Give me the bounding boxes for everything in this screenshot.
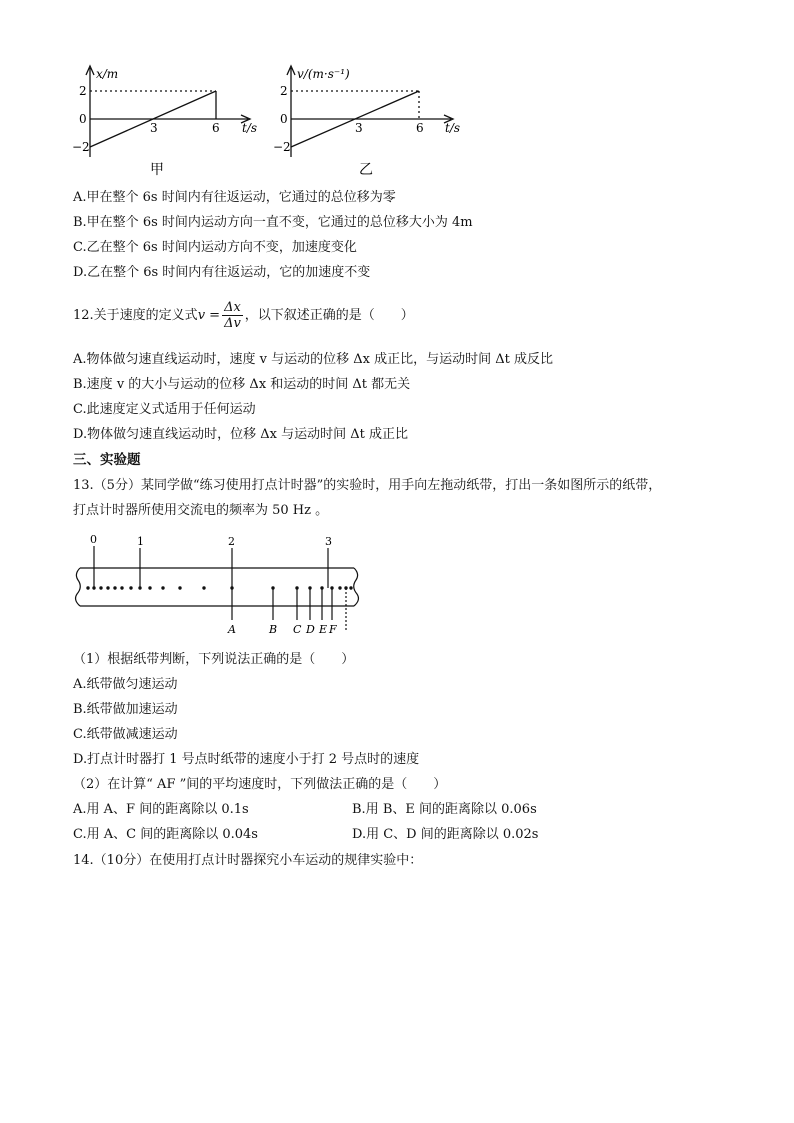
q14-stem: 14.（10分）在使用打点计时器探究小车运动的规律实验中： xyxy=(73,853,423,868)
q13-sub2-option-b: B.用 B、E 间的距离除以 0.06s xyxy=(352,802,537,817)
tape-right-tear xyxy=(354,568,359,606)
q12-frac-num: Δx xyxy=(224,300,241,315)
tape-dot xyxy=(230,586,233,589)
tape-label-1: 1 xyxy=(137,535,144,548)
q12-frac-den: Δv xyxy=(224,316,241,331)
q13-sub1-option-a: A.纸带做匀速运动 xyxy=(73,677,178,692)
tape-dot xyxy=(138,586,141,589)
tape-dot xyxy=(349,586,352,589)
q12-stem-suffix: ，以下叙述正确的是（ ） xyxy=(244,308,414,323)
tape-left-tear xyxy=(76,568,81,606)
q12-formula-lhs: v = xyxy=(197,308,221,323)
tape-dot xyxy=(338,586,341,589)
q12-option-d: D.物体做匀速直线运动时，位移 Δx 与运动时间 Δt 成正比 xyxy=(73,427,408,442)
graph-jia xyxy=(70,62,270,182)
tape-label-0: 0 xyxy=(90,533,97,546)
tape-label-f: F xyxy=(329,623,337,636)
tape-dot xyxy=(113,586,116,589)
graph-caption: 乙 xyxy=(359,162,373,178)
tape-dot xyxy=(92,586,95,589)
x-tick-label: 3 xyxy=(150,121,158,135)
tape-dot xyxy=(178,586,181,589)
y-tick-label: −2 xyxy=(273,140,291,154)
tape-dot xyxy=(344,586,347,589)
tape-dot xyxy=(271,586,274,589)
x-axis-label: t/s xyxy=(242,121,258,135)
q12-option-a: A.物体做匀速直线运动时，速度 v 与运动的位移 Δx 成正比，与运动时间 Δt 成反比 xyxy=(73,352,553,367)
x-tick-label: 6 xyxy=(212,121,220,135)
x-tick-label: 3 xyxy=(355,121,363,135)
tape-dot xyxy=(99,586,102,589)
tape-label-b: B xyxy=(269,623,278,636)
x-axis-label: t/s xyxy=(445,121,461,135)
q13-stem-line2: 打点计时器所使用交流电的频率为 50 Hz 。 xyxy=(73,503,329,518)
tape-dot xyxy=(161,586,164,589)
q13-sub1-stem: （1）根据纸带判断，下列说法正确的是（ ） xyxy=(73,652,355,667)
q13-sub2-option-c: C.用 A、C 间的距离除以 0.04s xyxy=(73,827,258,842)
tape-label-c: C xyxy=(293,623,302,636)
q12-option-b: B.速度 v 的大小与运动的位移 Δx 和运动的时间 Δt 都无关 xyxy=(73,377,411,392)
y-tick-label: 2 xyxy=(280,84,288,98)
tape-dot xyxy=(308,586,311,589)
paper-tape-diagram xyxy=(70,532,370,642)
q13-sub2-stem: （2）在计算“ AF ”间的平均速度时，下列做法正确的是（ ） xyxy=(73,777,447,792)
q12-stem-prefix: 12.关于速度的定义式 xyxy=(73,308,198,323)
tape-label-a: A xyxy=(228,623,236,636)
q12-stem xyxy=(73,298,414,334)
tape-dot xyxy=(330,586,333,589)
q13-sub1-option-c: C.纸带做减速运动 xyxy=(73,727,178,742)
tape-dot xyxy=(120,586,123,589)
q13-sub1-option-d: D.打点计时器打 1 号点时纸带的速度小于打 2 号点时的速度 xyxy=(73,752,420,767)
q13-stem-line1: 13.（5分）某同学做“练习使用打点计时器”的实验时，用手向左拖动纸带，打出一条如图所示的纸带， xyxy=(73,478,662,493)
q13-sub2-option-a: A.用 A、F 间的距离除以 0.1s xyxy=(73,802,249,817)
graph-yi xyxy=(271,62,471,182)
x-tick-label: 6 xyxy=(416,121,424,135)
tape-dot xyxy=(202,586,205,589)
tape-dot xyxy=(148,586,151,589)
tape-label-2: 2 xyxy=(228,535,235,548)
q11-option-b: B.甲在整个 6s 时间内运动方向一直不变，它通过的总位移大小为 4m xyxy=(73,215,473,230)
q13-sub2-option-d: D.用 C、D 间的距离除以 0.02s xyxy=(352,827,539,842)
q11-option-d: D.乙在整个 6s 时间内有往返运动，它的加速度不变 xyxy=(73,265,371,280)
tape-dot xyxy=(86,586,89,589)
q12-fraction xyxy=(222,300,243,331)
tape-label-3: 3 xyxy=(325,535,332,548)
q13-sub1-option-b: B.纸带做加速运动 xyxy=(73,702,178,717)
y-tick-label: −2 xyxy=(72,140,90,154)
y-axis-label: x/m xyxy=(96,67,119,81)
y-tick-label: 0 xyxy=(280,112,288,126)
q11-option-a: A.甲在整个 6s 时间内有往返运动，它通过的总位移为零 xyxy=(73,190,396,205)
tape-label-d: D xyxy=(306,623,315,636)
y-axis-label: v/(m·s⁻¹) xyxy=(297,67,350,81)
tape-dot xyxy=(295,586,298,589)
q12-option-c: C.此速度定义式适用于任何运动 xyxy=(73,402,256,417)
q11-option-c: C.乙在整个 6s 时间内运动方向不变，加速度变化 xyxy=(73,240,357,255)
tape-dot xyxy=(320,586,323,589)
tape-dot xyxy=(129,586,132,589)
graph-caption: 甲 xyxy=(150,162,164,178)
y-tick-label: 2 xyxy=(79,84,87,98)
y-tick-label: 0 xyxy=(79,112,87,126)
tape-dot xyxy=(106,586,109,589)
section-heading: 三、实验题 xyxy=(73,452,141,468)
tape-label-e: E xyxy=(319,623,328,636)
